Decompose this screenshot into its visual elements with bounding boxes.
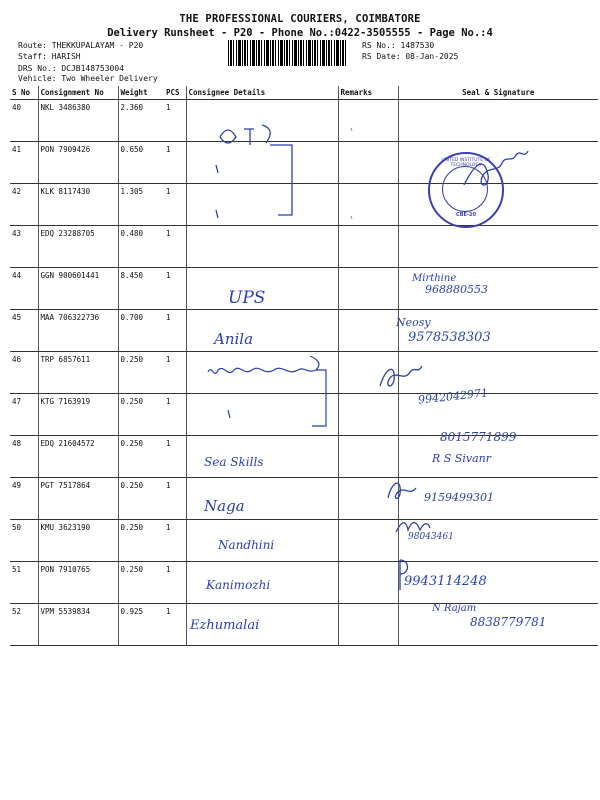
handwritten-ditto-marks xyxy=(210,115,300,225)
signature-52-number: 8838779781 xyxy=(470,615,547,629)
row-consignment-no: EDQ 23288705 xyxy=(38,226,118,268)
col-header-weight: Weight xyxy=(118,86,164,100)
row-weight: 0.250 xyxy=(118,478,164,520)
table-row xyxy=(10,520,598,562)
consignee-ups: UPS xyxy=(228,288,266,308)
table-row xyxy=(10,562,598,604)
row-weight: 0.250 xyxy=(118,436,164,478)
company-title: THE PROFESSIONAL COURIERS, COIMBATORE xyxy=(179,13,421,25)
row-pcs: 1 xyxy=(164,520,186,562)
consignee-nandhini: Nandhini xyxy=(218,538,275,552)
row-consignment-no: PON 7909426 xyxy=(38,142,118,184)
row-weight: 0.925 xyxy=(118,604,164,646)
row-consignment-no: PGT 7517864 xyxy=(38,478,118,520)
signature-row-41 xyxy=(460,145,540,205)
row-sno: 50 xyxy=(10,520,38,562)
consignee-anila: Anila xyxy=(214,330,254,348)
row-weight: 0.250 xyxy=(118,562,164,604)
rs-date: RS Date: 08-Jan-2025 xyxy=(362,52,459,61)
signature-row-46 xyxy=(374,356,434,396)
row-weight: 2.360 xyxy=(118,100,164,142)
row-consignment-no: EDQ 21604572 xyxy=(38,436,118,478)
consignee-rows-46-47-handwriting xyxy=(198,350,338,430)
col-header-sno: S No xyxy=(10,86,38,100)
row-sno: 46 xyxy=(10,352,38,394)
row-consignment-no: GGN 900601441 xyxy=(38,268,118,310)
col-header-consignment: Consignment No xyxy=(38,86,118,100)
table-row xyxy=(10,310,598,352)
row-sno: 43 xyxy=(10,226,38,268)
row-pcs: 1 xyxy=(164,310,186,352)
table-header-row xyxy=(10,86,598,100)
signature-48-name: R S Sivanr xyxy=(432,452,491,465)
signature-44-number: 968880553 xyxy=(425,283,488,296)
row-weight: 0.700 xyxy=(118,310,164,352)
row-pcs: 1 xyxy=(164,226,186,268)
route-info: Route: THEKKUPALAYAM - P20 xyxy=(18,41,144,50)
table-row xyxy=(10,100,598,142)
staff-info: Staff: HARISH xyxy=(18,52,81,61)
row-weight: 0.250 xyxy=(118,520,164,562)
row-sno: 42 xyxy=(10,184,38,226)
row-sno: 47 xyxy=(10,394,38,436)
remarks-marks xyxy=(345,128,365,228)
drs-info: DRS No.: DCJB148753004 xyxy=(18,64,124,73)
row-remarks xyxy=(338,394,398,436)
row-consignment-no: TRP 6857611 xyxy=(38,352,118,394)
row-weight: 8.450 xyxy=(118,268,164,310)
row-sno: 40 xyxy=(10,100,38,142)
row-consignment-no: VPM 5539834 xyxy=(38,604,118,646)
signature-45-number: 9578538303 xyxy=(408,330,491,345)
stamp-city: CBE-20 xyxy=(456,212,476,218)
table-row xyxy=(10,226,598,268)
row-sno: 41 xyxy=(10,142,38,184)
row-remarks xyxy=(338,562,398,604)
row-consignment-no: PON 7910765 xyxy=(38,562,118,604)
table-row xyxy=(10,478,598,520)
row-pcs: 1 xyxy=(164,562,186,604)
row-consignment-no: KMU 3623190 xyxy=(38,520,118,562)
signature-49-number: 9159499301 xyxy=(424,491,494,504)
row-pcs: 1 xyxy=(164,142,186,184)
row-consignment-no: NKL 3486380 xyxy=(38,100,118,142)
row-weight: 0.650 xyxy=(118,142,164,184)
consignee-sea-skills: Sea Skills xyxy=(204,455,264,469)
table-row xyxy=(10,268,598,310)
row-pcs: 1 xyxy=(164,184,186,226)
row-sno: 49 xyxy=(10,478,38,520)
row-pcs: 1 xyxy=(164,100,186,142)
signature-48-number: 8015771899 xyxy=(440,430,517,444)
row-sno: 48 xyxy=(10,436,38,478)
consignee-naga: Naga xyxy=(204,497,245,515)
signature-44-name: Mirthine xyxy=(412,273,457,284)
signature-45-name: Neosy xyxy=(396,316,431,329)
row-sno: 45 xyxy=(10,310,38,352)
stamp-rim-text: UNITED INSTITUTE OF TECHNOLOGY xyxy=(441,158,491,168)
consignee-ezhumalai: Ezhumalai xyxy=(190,618,260,633)
row-sno: 52 xyxy=(10,604,38,646)
row-pcs: 1 xyxy=(164,478,186,520)
row-sno: 44 xyxy=(10,268,38,310)
row-pcs: 1 xyxy=(164,604,186,646)
col-header-pcs: PCS xyxy=(164,86,186,100)
row-remarks xyxy=(338,604,398,646)
row-weight: 0.250 xyxy=(118,394,164,436)
row-pcs: 1 xyxy=(164,436,186,478)
signature-52-name: N Rajam xyxy=(432,603,477,614)
signature-47-number: 9942042971 xyxy=(417,386,489,407)
row-signature xyxy=(398,100,598,142)
row-remarks xyxy=(338,520,398,562)
col-header-remarks: Remarks xyxy=(338,86,398,100)
consignee-kanimozhi: Kanimozhi xyxy=(206,578,271,592)
row-remarks xyxy=(338,310,398,352)
row-weight: 0.250 xyxy=(118,352,164,394)
row-consignment-no: KTG 7163919 xyxy=(38,394,118,436)
row-remarks xyxy=(338,268,398,310)
row-consignment-no: MAA 706322736 xyxy=(38,310,118,352)
runsheet-subtitle: Delivery Runsheet - P20 - Phone No.:0422-3505555 - Page No.:4 xyxy=(107,27,493,39)
row-weight: 0.480 xyxy=(118,226,164,268)
vehicle-info: Vehicle: Two Wheeler Delivery xyxy=(18,74,158,83)
row-pcs: 1 xyxy=(164,394,186,436)
row-pcs: 1 xyxy=(164,352,186,394)
signature-50-number: 98043461 xyxy=(408,532,454,542)
row-remarks xyxy=(338,226,398,268)
barcode xyxy=(228,40,348,66)
col-header-signature: Seal & Signature xyxy=(398,86,598,100)
row-signature xyxy=(398,226,598,268)
row-consignee-details xyxy=(186,226,338,268)
row-consignee-details xyxy=(186,310,338,352)
signature-51-number: 9943114248 xyxy=(404,574,487,589)
row-sno: 51 xyxy=(10,562,38,604)
col-header-consignee: Consignee Details xyxy=(186,86,338,100)
row-consignment-no: KLK 8117430 xyxy=(38,184,118,226)
row-pcs: 1 xyxy=(164,268,186,310)
rs-number: RS No.: 1487530 xyxy=(362,41,435,50)
row-weight: 1.305 xyxy=(118,184,164,226)
